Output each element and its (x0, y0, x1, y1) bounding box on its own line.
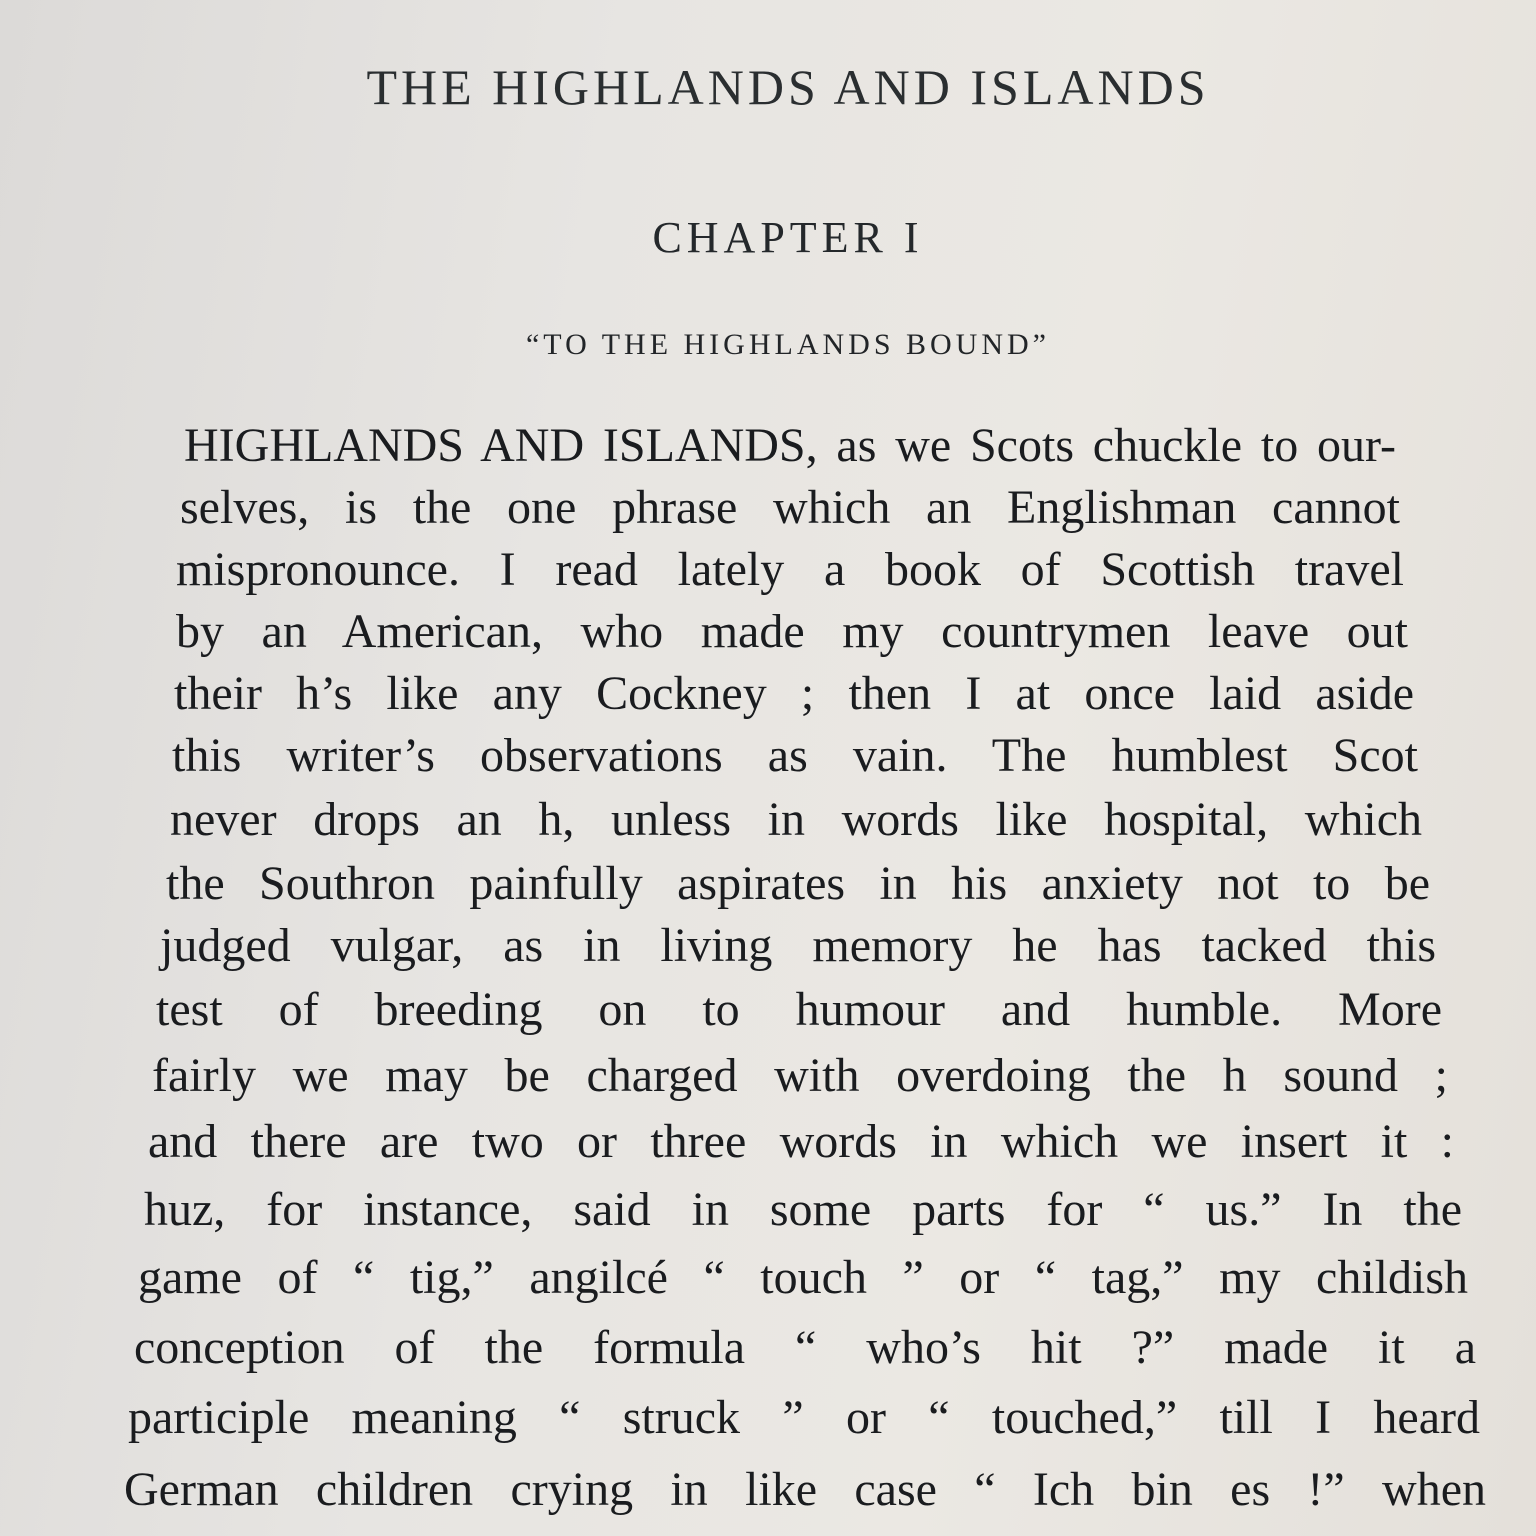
body-line: and there are two or three words in which we insert it : (148, 1115, 1454, 1168)
body-line: never drops an h, unless in words like hospital, which (170, 793, 1422, 846)
body-line: German children crying in like case “ Ich bin es !” when (124, 1463, 1486, 1516)
body-line: participle meaning “ struck ” or “ touched,” till I heard (128, 1391, 1480, 1444)
chapter-heading: CHAPTER I (652, 213, 924, 262)
body-line: this writer’s observations as vain. The humblest Scot (172, 729, 1418, 782)
body-line: conception of the formula “ who’s hit ?” made it a (134, 1321, 1476, 1374)
body-line: selves, is the one phrase which an Englishman cannot (180, 481, 1400, 534)
body-line: their h’s like any Cockney ; then I at once laid aside (174, 667, 1414, 720)
body-line: fairly we may be charged with overdoing the h sound ; (152, 1049, 1448, 1102)
body-line: by an American, who made my countrymen leave out (176, 605, 1408, 658)
body-line: the Southron painfully aspirates in his anxiety not to be (166, 857, 1430, 910)
body-line: huz, for instance, said in some parts for “ us.” In the (144, 1183, 1462, 1236)
body-line: judged vulgar, as in living memory he has tacked this (160, 919, 1436, 972)
running-head: THE HIGHLANDS AND ISLANDS (366, 59, 1210, 115)
body-line: game of “ tig,” angilcé “ touch ” or “ tag,” my childish (138, 1251, 1468, 1304)
body-line: HIGHLANDS AND ISLANDS, as we Scots chuckle to our- (184, 419, 1396, 472)
chapter-subtitle: “TO THE HIGHLANDS BOUND” (525, 328, 1050, 361)
body-line: mispronounce. I read lately a book of Scottish travel (176, 543, 1404, 596)
body-line: test of breeding on to humour and humble. More (156, 983, 1442, 1036)
